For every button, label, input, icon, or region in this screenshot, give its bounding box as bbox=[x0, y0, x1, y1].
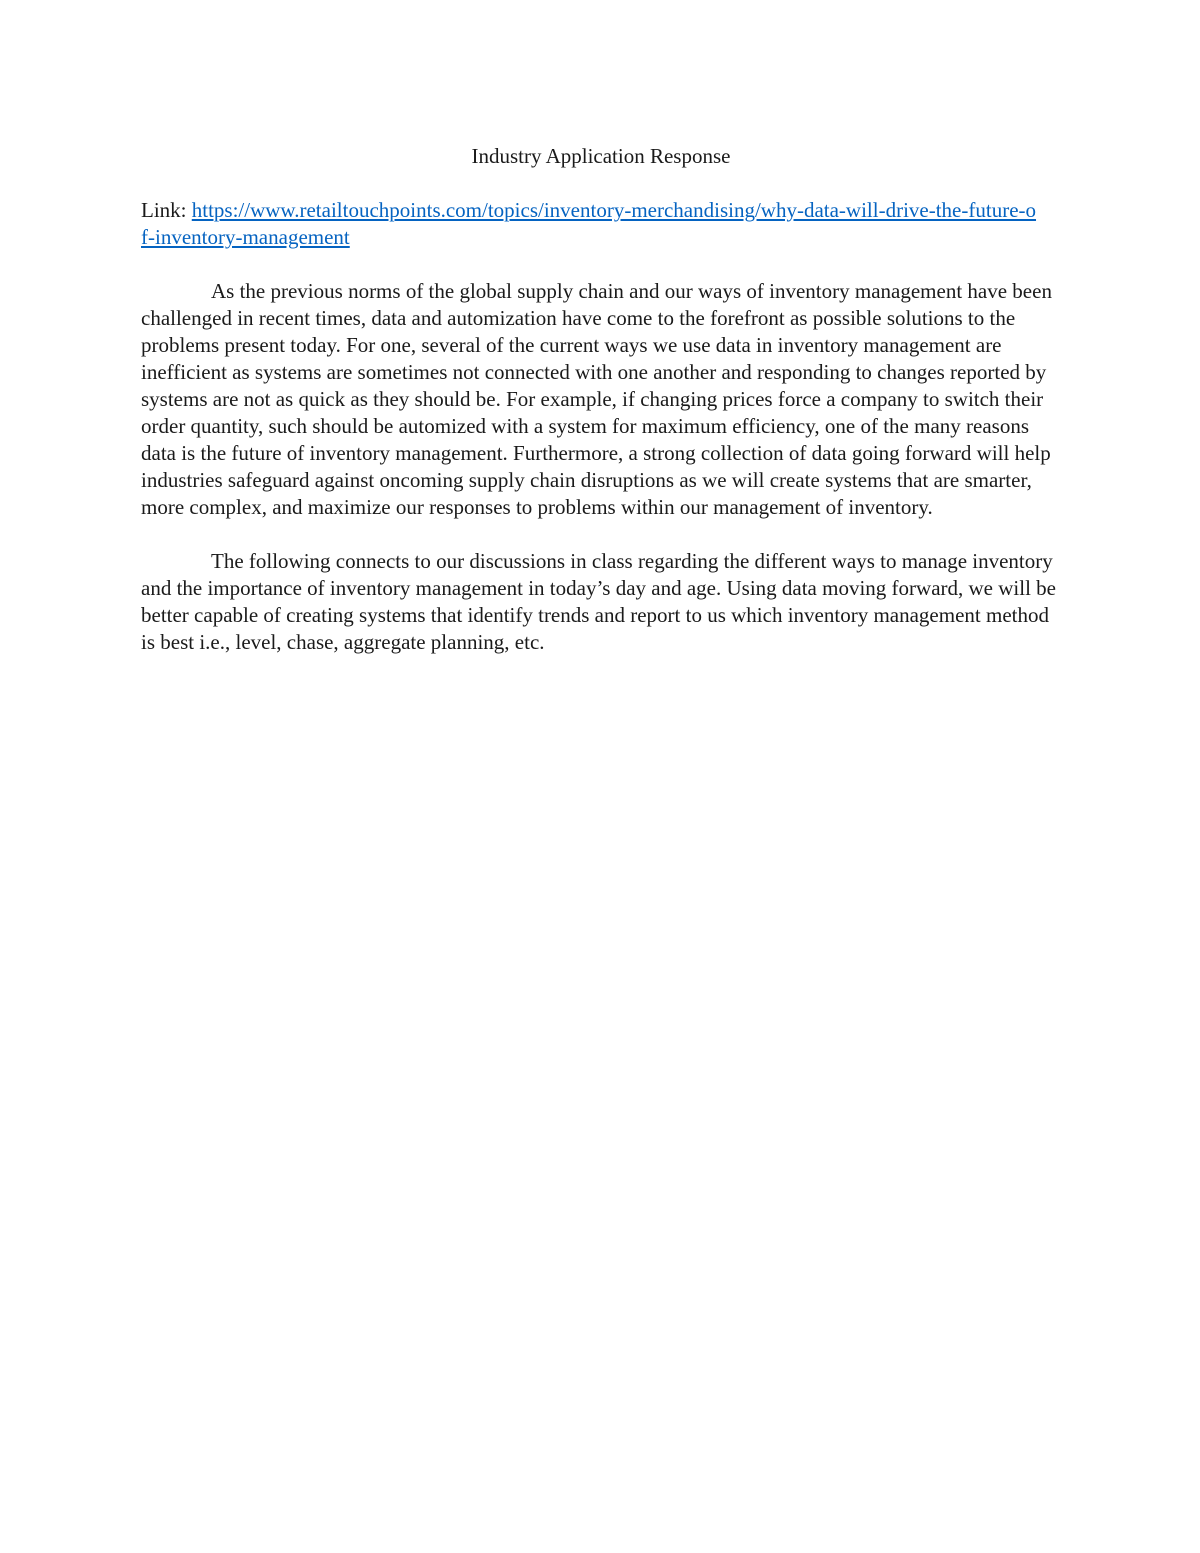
document-title: Industry Application Response bbox=[471, 144, 731, 168]
source-link[interactable]: https://www.retailtouchpoints.com/topics/inventory-merchandising/why-data-will-drive-the-future-of-inventory-management bbox=[141, 198, 1037, 249]
document-body bbox=[141, 143, 1061, 656]
link-label: Link: bbox=[141, 198, 187, 222]
paragraph-1: As the previous norms of the global supply chain and our ways of inventory management have been challenged in recent times, data and automization have come to the forefront as possible solutions to the problems present today. For one, several of the current ways we use data in inventory management are inefficient as systems are sometimes not connected with one another and responding to changes reported by systems are not as quick as they should be. For example, if changing prices force a company to switch their order quantity, such should be automized with a system for maximum efficiency, one of the many reasons data is the future of inventory management. Furthermore, a strong collection of data going forward will help industries safeguard against oncoming supply chain disruptions as we will create systems that are smarter, more complex, and maximize our responses to problems within our management of inventory. bbox=[141, 279, 1052, 519]
paragraph-2: The following connects to our discussions in class regarding the different ways to manage inventory and the importance of inventory management in today’s day and age. Using data moving forward, we will be better capable of creating systems that identify trends and report to us which inventory management method is best i.e., level, chase, aggregate planning, etc. bbox=[141, 549, 1056, 654]
source-link-line bbox=[141, 197, 1041, 251]
